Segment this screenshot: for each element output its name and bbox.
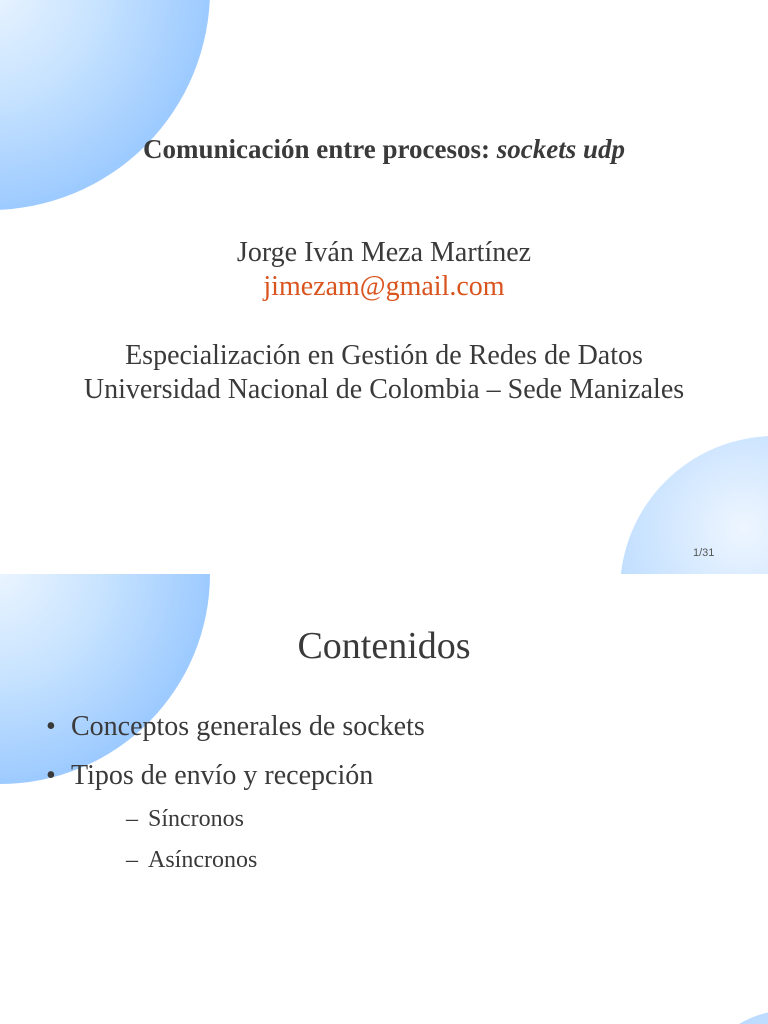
title-emphasis: sockets udp: [496, 134, 625, 164]
list-item-label: Conceptos generales de sockets: [71, 711, 425, 742]
contents-slide: [0, 574, 768, 1024]
program-name: Especialización en Gestión de Redes de Datos: [125, 340, 643, 371]
author-email-link[interactable]: jimezam@gmail.com: [263, 271, 505, 302]
list-item: [46, 711, 425, 743]
sub-list-item-label: Síncronos: [148, 806, 244, 832]
bullet-marker: •: [46, 711, 56, 742]
decorative-circle: [0, 574, 210, 784]
sub-list-item: [126, 847, 257, 874]
sub-list-item: [126, 806, 244, 833]
sub-marker: –: [126, 847, 138, 873]
decorative-circle: [0, 0, 210, 210]
author-name: Jorge Iván Meza Martínez: [236, 237, 532, 268]
bullet-marker: •: [46, 760, 56, 791]
page-number: 1/31: [693, 547, 715, 559]
slide-title: [0, 134, 768, 165]
title-text: Comunicación entre procesos:: [143, 134, 497, 164]
university-name: Universidad Nacional de Colombia – Sede Manizales: [83, 374, 685, 405]
decorative-circle: [690, 1010, 768, 1024]
sub-list-item-label: Asíncronos: [148, 847, 258, 873]
list-item: [46, 760, 373, 792]
contents-title: Contenidos: [297, 625, 471, 667]
list-item-label: Tipos de envío y recepción: [71, 760, 374, 791]
sub-marker: –: [126, 806, 138, 832]
